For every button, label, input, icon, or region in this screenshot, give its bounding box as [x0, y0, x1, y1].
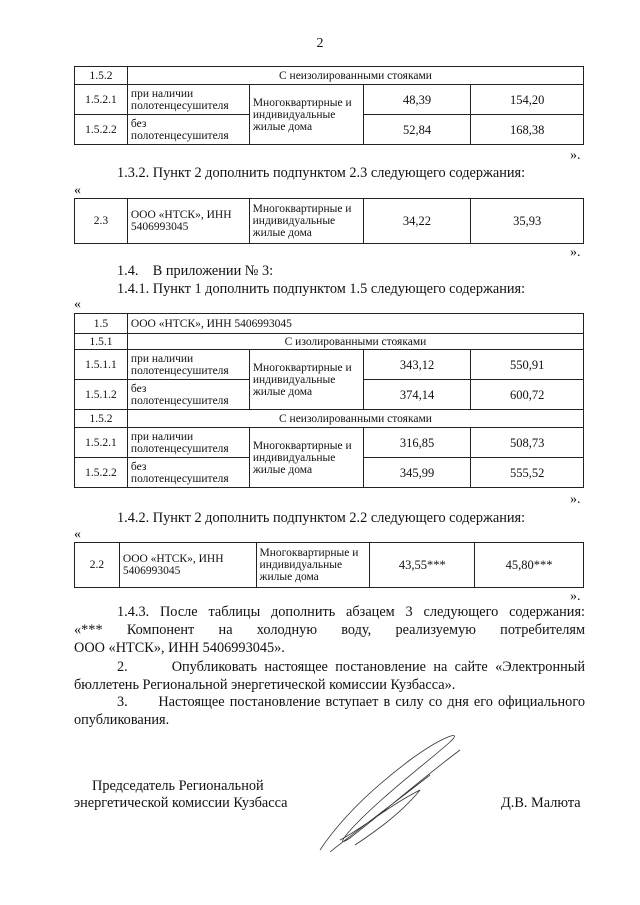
paragraph-2-line2: бюллетень Региональной энергетической комиссии Кузбасса».: [74, 677, 456, 693]
paragraph-3-line1: 3. Настоящее постановление вступает в силу со дня его официального: [117, 694, 585, 710]
consumer-category: Многоквартирные и индивидуальные жилые дома: [249, 428, 363, 488]
row-code: 1.5: [75, 314, 128, 334]
tariff-value-vat: 550,91: [471, 350, 584, 380]
tariff-value: 43,55***: [370, 543, 475, 588]
paragraph-1-4-3-line2: «*** Компонент на холодную воду, реализуемую потребителям: [74, 622, 585, 638]
tariff-value: 374,14: [363, 380, 471, 410]
tariff-value: 48,39: [363, 85, 471, 115]
towel-dryer-kind: без полотенцесушителя: [127, 380, 249, 410]
row-code: 1.5.2.1: [75, 85, 128, 115]
tariff-value-vat: 555,52: [471, 458, 584, 488]
tariff-value-vat: 168,38: [471, 115, 584, 145]
table-item-2-2: [74, 542, 584, 588]
paragraph-2-line1: 2. Опубликовать настоящее постановление на сайте «Электронный: [117, 659, 585, 675]
paragraph-1-4-3-line1: 1.4.3. После таблицы дополнить абзацем 3 следующего содержания:: [117, 604, 585, 620]
closing-quote: ».: [570, 148, 581, 163]
paragraph-3-line2: опубликования.: [74, 712, 170, 728]
opening-quote: «: [74, 527, 81, 542]
towel-dryer-kind: при наличии полотенцесушителя: [127, 428, 249, 458]
signatory-name: Д.В. Малюта: [501, 795, 581, 811]
paragraph-1-4-2: 1.4.2. Пункт 2 дополнить подпунктом 2.2 следующего содержания:: [117, 510, 526, 526]
row-code: 2.2: [75, 543, 120, 588]
row-code: 2.3: [75, 199, 128, 244]
towel-dryer-kind: при наличии полотенцесушителя: [127, 85, 249, 115]
paragraph-1-3-2: 1.3.2. Пункт 2 дополнить подпунктом 2.3 следующего содержания:: [117, 165, 526, 181]
towel-dryer-kind: без полотенцесушителя: [127, 115, 249, 145]
consumer-category: Многоквартирные и индивидуальные жилые дома: [249, 199, 363, 244]
paragraph-1-4: 1.4. В приложении № 3:: [117, 263, 274, 279]
tariff-value-vat: 35,93: [471, 199, 584, 244]
table-item-2-3: [74, 198, 584, 244]
signatory-title-line2: энергетической комиссии Кузбасса: [74, 795, 288, 811]
page-number: 2: [316, 36, 324, 51]
row-code: 1.5.2: [75, 410, 128, 428]
row-code: 1.5.1.2: [75, 380, 128, 410]
organization: ООО «НТСК», ИНН 5406993045: [119, 543, 256, 588]
tariff-value-vat: 154,20: [471, 85, 584, 115]
row-code: 1.5.1: [75, 334, 128, 350]
closing-quote: ».: [570, 245, 581, 260]
section-header: С неизолированными стояками: [127, 410, 583, 428]
row-code: 1.5.2: [75, 67, 128, 85]
tariff-value: 52,84: [363, 115, 471, 145]
paragraph-1-4-3-line3: ООО «НТСК», ИНН 5406993045».: [74, 640, 285, 656]
towel-dryer-kind: без полотенцесушителя: [127, 458, 249, 488]
closing-quote: ».: [570, 492, 581, 507]
paragraph-1-4-1: 1.4.1. Пункт 1 дополнить подпунктом 1.5 следующего содержания:: [117, 281, 526, 297]
signature: [300, 720, 480, 860]
tariff-value: 34,22: [363, 199, 471, 244]
consumer-category: Многоквартирные и индивидуальные жилые дома: [249, 85, 363, 145]
section-header: С неизолированными стояками: [127, 67, 583, 85]
tariff-value: 343,12: [363, 350, 471, 380]
closing-quote: ».: [570, 589, 581, 604]
organization: ООО «НТСК», ИНН 5406993045: [127, 199, 249, 244]
tariff-value: 345,99: [363, 458, 471, 488]
row-code: 1.5.2.2: [75, 115, 128, 145]
row-code: 1.5.1.1: [75, 350, 128, 380]
tariff-value-vat: 45,80***: [475, 543, 584, 588]
row-code: 1.5.2.1: [75, 428, 128, 458]
signatory-title-line1: Председатель Региональной: [92, 778, 264, 794]
consumer-category: Многоквартирные и индивидуальные жилые дома: [256, 543, 370, 588]
opening-quote: «: [74, 183, 81, 198]
consumer-category: Многоквартирные и индивидуальные жилые дома: [249, 350, 363, 410]
tariff-value: 316,85: [363, 428, 471, 458]
opening-quote: «: [74, 297, 81, 312]
row-code: 1.5.2.2: [75, 458, 128, 488]
table-item-1-5: [74, 313, 584, 488]
organization: ООО «НТСК», ИНН 5406993045: [127, 314, 583, 334]
tariff-value-vat: 600,72: [471, 380, 584, 410]
tariff-value-vat: 508,73: [471, 428, 584, 458]
towel-dryer-kind: при наличии полотенцесушителя: [127, 350, 249, 380]
section-header: С изолированными стояками: [127, 334, 583, 350]
table-continuation: [74, 66, 584, 145]
